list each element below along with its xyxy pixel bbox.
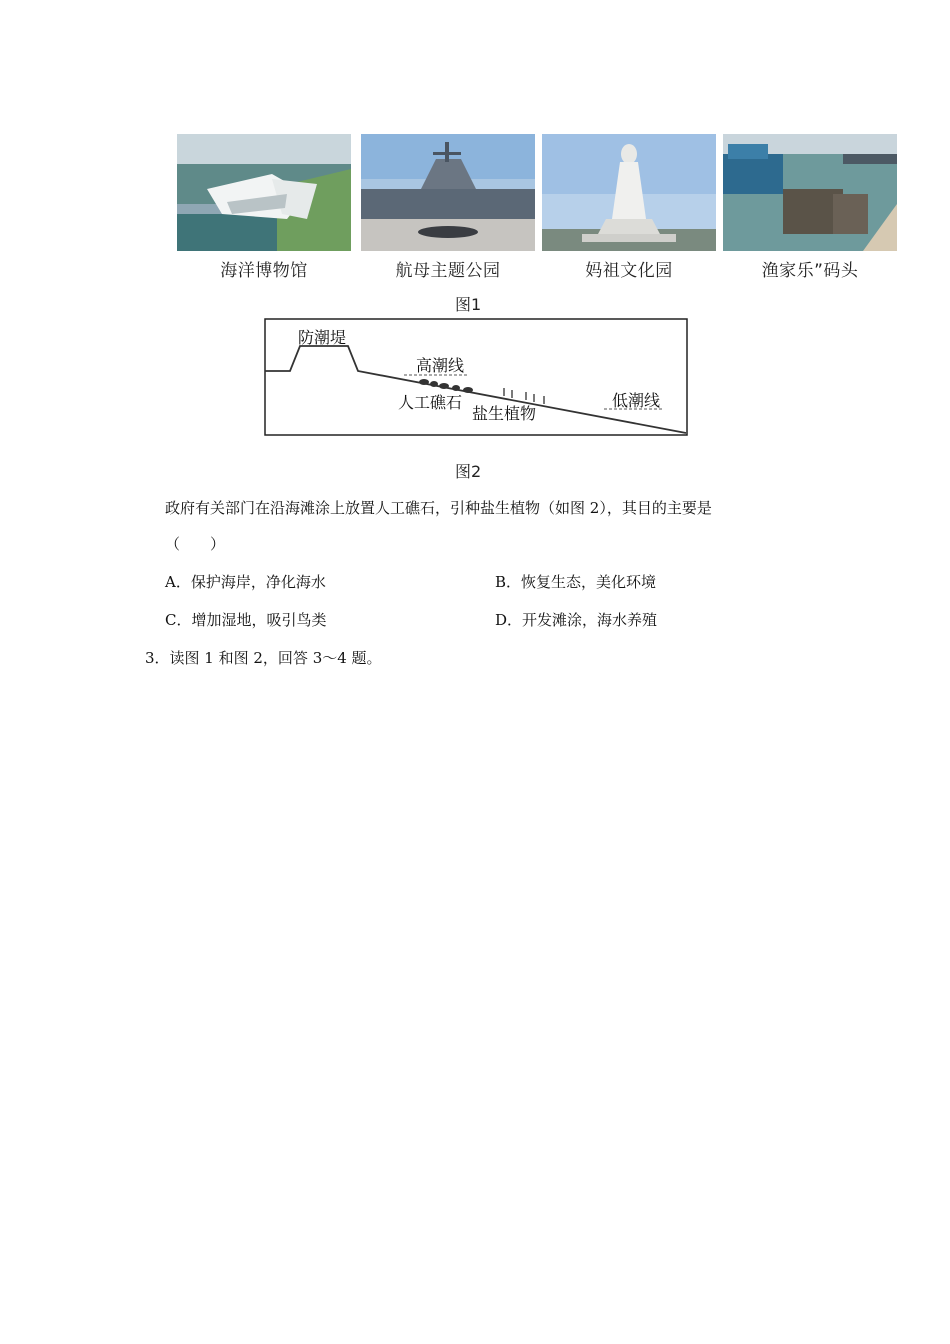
seawall-label: 防潮堤 xyxy=(298,328,347,347)
question-stem: 政府有关部门在沿海滩涂上放置人工礁石，引种盐生植物（如图 2），其目的主要是 xyxy=(165,499,712,517)
photo-caption-statue: 妈祖文化园 xyxy=(585,261,673,281)
option-b: B．恢复生态，美化环境 xyxy=(495,573,657,591)
photo-caption-carrier: 航母主题公园 xyxy=(395,261,501,281)
reef-label: 人工礁石 xyxy=(398,393,463,412)
option-a: A．保护海岸，净化海水 xyxy=(165,573,326,591)
photo-caption-dock: 渔家乐”码头 xyxy=(761,261,859,281)
figure1-label: 图1 xyxy=(455,295,482,314)
answer-blank: （ ） xyxy=(165,535,226,553)
dock-photo xyxy=(723,134,897,251)
low-tide-label: 低潮线 xyxy=(612,391,661,410)
option-c: C．增加湿地，吸引鸟类 xyxy=(165,611,327,629)
high-tide-label: 高潮线 xyxy=(416,356,465,375)
next-question: 3．读图 1 和图 2，回答 3～4 题。 xyxy=(145,649,382,667)
coastal-profile-diagram xyxy=(264,318,689,437)
photo-caption-museum: 海洋博物馆 xyxy=(220,261,308,281)
carrier-photo xyxy=(361,134,535,251)
statue-photo xyxy=(542,134,716,251)
plants-label: 盐生植物 xyxy=(472,404,537,423)
museum-photo xyxy=(177,134,351,251)
option-d: D．开发滩涂，海水养殖 xyxy=(495,611,658,629)
figure2-label: 图2 xyxy=(455,462,482,481)
